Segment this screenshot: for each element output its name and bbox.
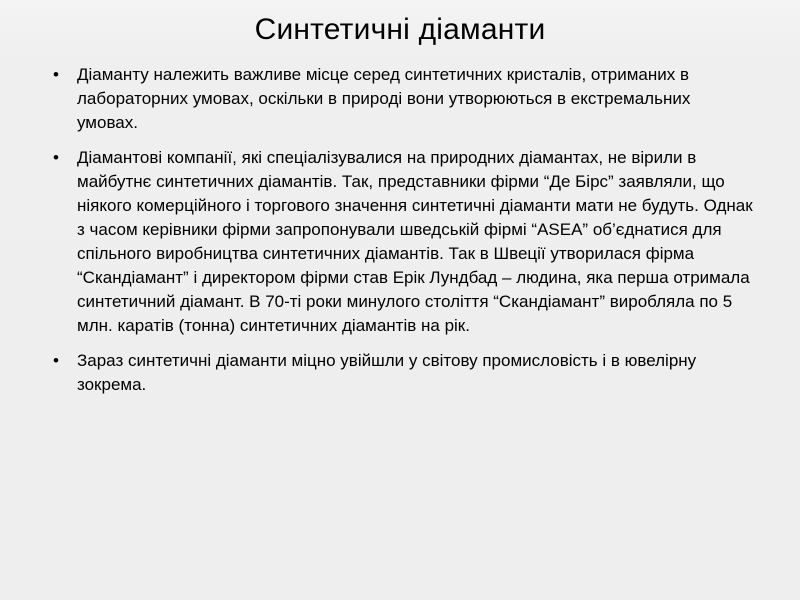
bullet-dot-icon: • <box>53 65 59 84</box>
bullet-text: Діамантові компанії, які спеціалізувалися на природних діамантах, не вірили в майбутнє синтетичних діамантів. Так, представники фірми “Де Бірс” заявляли, що ніякого комерційного і торгового значення синтетичні діаманти мати не будуть. Однак з часом керівники фірми запропонували шведській фірмі “ASEA” об’єднатися для спільного виробництва синтетичних діамантів. Так в Швеції утворилася фірма “Скандіамант” і директором фірми став Ерік Лундбад – людина, яка перша отримала синтетичний діамант. В 70-ті роки минулого століття “Скандіамант” виробляла по 5 млн. каратів (тонна) синтетичних діамантів на рік. <box>77 148 753 335</box>
bullet-dot-icon: • <box>53 148 59 167</box>
bullet-text: Зараз синтетичні діаманти міцно увійшли у світову промисловість і в ювелірну зокрема. <box>77 351 697 394</box>
bullet-item <box>53 349 753 397</box>
bullet-list <box>53 63 753 408</box>
bullet-text: Діаманту належить важливе місце серед синтетичних кристалів, отриманих в лабораторних умовах, оскільки в природі вони утворюються в екстремальних умовах. <box>77 65 691 132</box>
bullet-dot-icon: • <box>53 351 59 370</box>
slide-title: Синтетичні діаманти <box>254 13 546 46</box>
bullet-item <box>53 146 753 338</box>
bullet-item <box>53 63 753 135</box>
